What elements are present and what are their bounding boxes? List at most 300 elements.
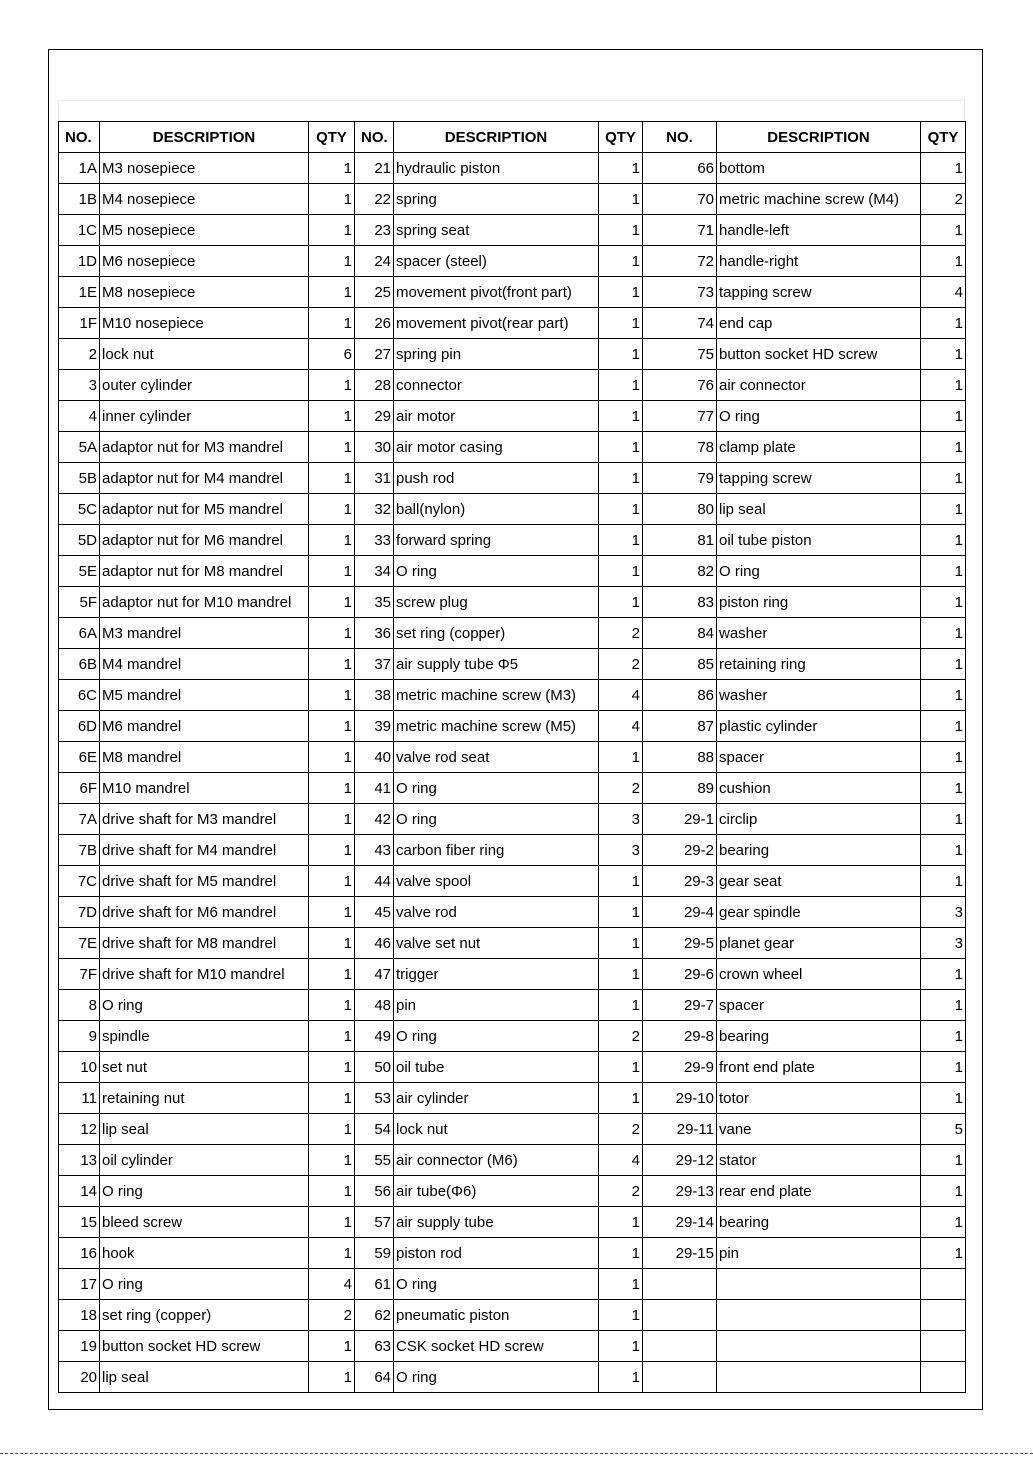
part-quantity: 1 — [599, 1052, 643, 1083]
part-quantity: 4 — [599, 680, 643, 711]
table-row — [59, 990, 966, 1021]
part-number: 55 — [355, 1145, 394, 1176]
table-row — [59, 1083, 966, 1114]
part-number: 27 — [355, 339, 394, 370]
part-quantity: 1 — [309, 308, 355, 339]
part-number: 19 — [59, 1331, 100, 1362]
part-number: 29-1 — [643, 804, 717, 835]
part-description: vane — [717, 1114, 921, 1145]
part-number: 41 — [355, 773, 394, 804]
part-description: trigger — [394, 959, 599, 990]
part-description: pin — [717, 1238, 921, 1269]
part-number: 49 — [355, 1021, 394, 1052]
part-description: bearing — [717, 1207, 921, 1238]
part-description: cushion — [717, 773, 921, 804]
part-description: M3 nosepiece — [100, 153, 309, 184]
part-number: 40 — [355, 742, 394, 773]
part-quantity: 2 — [599, 1176, 643, 1207]
part-description: ball(nylon) — [394, 494, 599, 525]
part-number: 7F — [59, 959, 100, 990]
part-quantity: 1 — [921, 618, 966, 649]
part-description: valve rod — [394, 897, 599, 928]
part-quantity: 1 — [309, 897, 355, 928]
part-quantity — [921, 1362, 966, 1393]
table-row — [59, 928, 966, 959]
part-number: 16 — [59, 1238, 100, 1269]
part-description: spring pin — [394, 339, 599, 370]
table-row — [59, 463, 966, 494]
table-row — [59, 649, 966, 680]
part-quantity: 1 — [599, 153, 643, 184]
table-row — [59, 1114, 966, 1145]
table-row — [59, 1207, 966, 1238]
header-qty: QTY — [599, 122, 643, 153]
part-quantity: 4 — [599, 1145, 643, 1176]
part-quantity: 1 — [309, 494, 355, 525]
part-quantity: 1 — [599, 525, 643, 556]
part-description: metric machine screw (M5) — [394, 711, 599, 742]
part-number: 7E — [59, 928, 100, 959]
part-number: 12 — [59, 1114, 100, 1145]
part-description: metric machine screw (M3) — [394, 680, 599, 711]
part-quantity: 1 — [599, 401, 643, 432]
part-number: 5A — [59, 432, 100, 463]
part-quantity: 1 — [599, 339, 643, 370]
part-description: set ring (copper) — [100, 1300, 309, 1331]
part-number: 14 — [59, 1176, 100, 1207]
part-description — [717, 1331, 921, 1362]
part-quantity: 1 — [309, 773, 355, 804]
part-number: 24 — [355, 246, 394, 277]
part-number: 18 — [59, 1300, 100, 1331]
header-no: NO. — [59, 122, 100, 153]
part-quantity: 1 — [921, 339, 966, 370]
part-description: O ring — [394, 1362, 599, 1393]
part-description: valve set nut — [394, 928, 599, 959]
part-number: 88 — [643, 742, 717, 773]
part-description: hydraulic piston — [394, 153, 599, 184]
part-number: 1A — [59, 153, 100, 184]
part-number: 30 — [355, 432, 394, 463]
part-quantity: 1 — [309, 928, 355, 959]
part-description: piston rod — [394, 1238, 599, 1269]
part-number: 82 — [643, 556, 717, 587]
part-number: 6D — [59, 711, 100, 742]
part-number: 29-6 — [643, 959, 717, 990]
table-row — [59, 308, 966, 339]
part-number: 25 — [355, 277, 394, 308]
part-description: carbon fiber ring — [394, 835, 599, 866]
part-description: M6 mandrel — [100, 711, 309, 742]
part-number: 21 — [355, 153, 394, 184]
part-description: drive shaft for M8 mandrel — [100, 928, 309, 959]
part-quantity: 1 — [599, 990, 643, 1021]
part-number: 29-2 — [643, 835, 717, 866]
table-row — [59, 1176, 966, 1207]
table-row — [59, 401, 966, 432]
part-quantity: 1 — [309, 432, 355, 463]
part-quantity: 1 — [599, 246, 643, 277]
part-number: 38 — [355, 680, 394, 711]
part-number: 79 — [643, 463, 717, 494]
part-description: air connector (M6) — [394, 1145, 599, 1176]
part-quantity: 1 — [921, 649, 966, 680]
part-quantity: 4 — [599, 711, 643, 742]
part-description: air tube(Φ6) — [394, 1176, 599, 1207]
part-number: 5D — [59, 525, 100, 556]
part-quantity: 1 — [309, 587, 355, 618]
part-description: front end plate — [717, 1052, 921, 1083]
table-row — [59, 153, 966, 184]
part-description: set ring (copper) — [394, 618, 599, 649]
part-quantity: 1 — [921, 711, 966, 742]
part-quantity: 2 — [599, 1021, 643, 1052]
part-number: 56 — [355, 1176, 394, 1207]
part-number: 29-9 — [643, 1052, 717, 1083]
part-quantity: 1 — [599, 587, 643, 618]
part-number — [643, 1331, 717, 1362]
part-description: set nut — [100, 1052, 309, 1083]
part-quantity: 3 — [599, 835, 643, 866]
header-description: DESCRIPTION — [394, 122, 599, 153]
part-number: 9 — [59, 1021, 100, 1052]
part-number: 29-7 — [643, 990, 717, 1021]
part-description: M5 mandrel — [100, 680, 309, 711]
header-description: DESCRIPTION — [100, 122, 309, 153]
part-quantity: 1 — [921, 308, 966, 339]
part-number: 8 — [59, 990, 100, 1021]
part-number: 77 — [643, 401, 717, 432]
part-number: 29-3 — [643, 866, 717, 897]
part-number: 29-4 — [643, 897, 717, 928]
part-description: spring seat — [394, 215, 599, 246]
part-quantity: 1 — [309, 463, 355, 494]
part-description: drive shaft for M4 mandrel — [100, 835, 309, 866]
part-number: 1C — [59, 215, 100, 246]
part-quantity: 1 — [599, 215, 643, 246]
part-number: 50 — [355, 1052, 394, 1083]
part-description: drive shaft for M10 mandrel — [100, 959, 309, 990]
part-description: clamp plate — [717, 432, 921, 463]
part-number: 26 — [355, 308, 394, 339]
part-description: gear seat — [717, 866, 921, 897]
part-quantity: 1 — [599, 1083, 643, 1114]
part-quantity: 1 — [599, 742, 643, 773]
part-description: spacer (steel) — [394, 246, 599, 277]
part-description: O ring — [394, 1021, 599, 1052]
part-quantity: 2 — [309, 1300, 355, 1331]
part-number: 78 — [643, 432, 717, 463]
part-number: 76 — [643, 370, 717, 401]
part-number: 35 — [355, 587, 394, 618]
table-row — [59, 246, 966, 277]
part-description: bearing — [717, 835, 921, 866]
part-number: 73 — [643, 277, 717, 308]
header-qty: QTY — [309, 122, 355, 153]
part-description: adaptor nut for M6 mandrel — [100, 525, 309, 556]
part-description: spindle — [100, 1021, 309, 1052]
part-number: 28 — [355, 370, 394, 401]
table-row — [59, 773, 966, 804]
part-quantity: 2 — [599, 1114, 643, 1145]
part-number: 89 — [643, 773, 717, 804]
part-quantity: 1 — [599, 1238, 643, 1269]
part-number: 1E — [59, 277, 100, 308]
part-description: bottom — [717, 153, 921, 184]
table-row — [59, 1331, 966, 1362]
part-number: 54 — [355, 1114, 394, 1145]
part-description: screw plug — [394, 587, 599, 618]
part-quantity: 1 — [599, 277, 643, 308]
part-number: 70 — [643, 184, 717, 215]
part-quantity: 4 — [309, 1269, 355, 1300]
part-description: M3 mandrel — [100, 618, 309, 649]
part-description: lip seal — [717, 494, 921, 525]
table-row — [59, 525, 966, 556]
table-row — [59, 556, 966, 587]
part-number: 74 — [643, 308, 717, 339]
part-quantity: 1 — [599, 494, 643, 525]
part-description: O ring — [717, 401, 921, 432]
part-number: 5F — [59, 587, 100, 618]
part-quantity: 1 — [599, 928, 643, 959]
part-quantity: 3 — [599, 804, 643, 835]
part-quantity — [921, 1300, 966, 1331]
part-quantity: 1 — [309, 835, 355, 866]
part-number: 7B — [59, 835, 100, 866]
part-quantity: 1 — [921, 804, 966, 835]
part-description: hook — [100, 1238, 309, 1269]
part-quantity: 1 — [309, 1145, 355, 1176]
part-number: 15 — [59, 1207, 100, 1238]
part-description: M8 mandrel — [100, 742, 309, 773]
part-description: oil tube piston — [717, 525, 921, 556]
table-row — [59, 1300, 966, 1331]
part-quantity: 1 — [599, 556, 643, 587]
part-number: 5C — [59, 494, 100, 525]
part-quantity: 2 — [599, 618, 643, 649]
part-description: handle-right — [717, 246, 921, 277]
part-number: 4 — [59, 401, 100, 432]
part-number: 1D — [59, 246, 100, 277]
part-description: M4 nosepiece — [100, 184, 309, 215]
part-description: O ring — [100, 1269, 309, 1300]
part-quantity: 5 — [921, 1114, 966, 1145]
part-number: 1F — [59, 308, 100, 339]
part-number: 47 — [355, 959, 394, 990]
table-row — [59, 1052, 966, 1083]
part-number: 71 — [643, 215, 717, 246]
part-quantity: 1 — [599, 897, 643, 928]
part-number: 6C — [59, 680, 100, 711]
part-description: valve spool — [394, 866, 599, 897]
part-number: 7A — [59, 804, 100, 835]
part-quantity: 1 — [599, 1207, 643, 1238]
part-description: end cap — [717, 308, 921, 339]
part-quantity: 1 — [921, 1176, 966, 1207]
part-description: retaining nut — [100, 1083, 309, 1114]
table-row — [59, 1269, 966, 1300]
header-qty: QTY — [921, 122, 966, 153]
part-description: piston ring — [717, 587, 921, 618]
part-description: adaptor nut for M10 mandrel — [100, 587, 309, 618]
part-number: 61 — [355, 1269, 394, 1300]
table-row — [59, 432, 966, 463]
table-row — [59, 618, 966, 649]
part-quantity: 1 — [921, 835, 966, 866]
part-number: 6A — [59, 618, 100, 649]
part-number: 6E — [59, 742, 100, 773]
part-description: drive shaft for M3 mandrel — [100, 804, 309, 835]
part-number: 5E — [59, 556, 100, 587]
table-row — [59, 370, 966, 401]
part-description: bleed screw — [100, 1207, 309, 1238]
part-quantity: 1 — [921, 463, 966, 494]
part-description: oil tube — [394, 1052, 599, 1083]
part-quantity: 1 — [309, 1238, 355, 1269]
part-number: 6B — [59, 649, 100, 680]
part-number: 44 — [355, 866, 394, 897]
table-row — [59, 339, 966, 370]
part-number: 7C — [59, 866, 100, 897]
part-number: 80 — [643, 494, 717, 525]
part-quantity: 1 — [599, 184, 643, 215]
part-quantity: 1 — [921, 246, 966, 277]
table-row — [59, 680, 966, 711]
part-description: O ring — [394, 556, 599, 587]
page-bottom-edge — [0, 1453, 1033, 1454]
part-quantity: 1 — [921, 525, 966, 556]
part-number: 29-5 — [643, 928, 717, 959]
part-number: 22 — [355, 184, 394, 215]
table-row — [59, 1362, 966, 1393]
part-number: 11 — [59, 1083, 100, 1114]
table-row — [59, 494, 966, 525]
part-quantity: 1 — [599, 1362, 643, 1393]
part-number: 17 — [59, 1269, 100, 1300]
table-row — [59, 215, 966, 246]
table-row — [59, 835, 966, 866]
part-number: 81 — [643, 525, 717, 556]
part-description: button socket HD screw — [717, 339, 921, 370]
part-description: tapping screw — [717, 277, 921, 308]
part-quantity: 1 — [309, 1114, 355, 1145]
part-description: O ring — [100, 990, 309, 1021]
part-number: 6F — [59, 773, 100, 804]
part-description: adaptor nut for M5 mandrel — [100, 494, 309, 525]
part-description: bearing — [717, 1021, 921, 1052]
part-number: 13 — [59, 1145, 100, 1176]
part-quantity: 1 — [921, 1021, 966, 1052]
table-row — [59, 277, 966, 308]
table-row — [59, 742, 966, 773]
part-description: plastic cylinder — [717, 711, 921, 742]
part-quantity: 1 — [599, 432, 643, 463]
header-no: NO. — [643, 122, 717, 153]
part-description: O ring — [394, 1269, 599, 1300]
part-quantity: 1 — [921, 1052, 966, 1083]
table-row — [59, 587, 966, 618]
part-description: washer — [717, 680, 921, 711]
part-description: drive shaft for M5 mandrel — [100, 866, 309, 897]
part-number: 29-14 — [643, 1207, 717, 1238]
part-number: 87 — [643, 711, 717, 742]
part-quantity: 1 — [921, 1207, 966, 1238]
part-description: gear spindle — [717, 897, 921, 928]
part-number: 39 — [355, 711, 394, 742]
part-number: 1B — [59, 184, 100, 215]
part-quantity: 4 — [921, 277, 966, 308]
part-description: lock nut — [394, 1114, 599, 1145]
part-quantity: 1 — [921, 153, 966, 184]
part-quantity: 1 — [599, 1300, 643, 1331]
part-description: oil cylinder — [100, 1145, 309, 1176]
part-number: 48 — [355, 990, 394, 1021]
part-description: stator — [717, 1145, 921, 1176]
part-quantity: 1 — [599, 370, 643, 401]
part-description: handle-left — [717, 215, 921, 246]
part-description: washer — [717, 618, 921, 649]
part-number: 31 — [355, 463, 394, 494]
part-quantity: 1 — [921, 742, 966, 773]
part-quantity: 1 — [309, 680, 355, 711]
part-description: O ring — [394, 804, 599, 835]
part-number: 83 — [643, 587, 717, 618]
part-quantity: 1 — [309, 990, 355, 1021]
part-number: 29-10 — [643, 1083, 717, 1114]
part-description: spring — [394, 184, 599, 215]
part-number: 34 — [355, 556, 394, 587]
header-description: DESCRIPTION — [717, 122, 921, 153]
part-quantity: 1 — [309, 1083, 355, 1114]
part-quantity: 1 — [921, 556, 966, 587]
part-description: metric machine screw (M4) — [717, 184, 921, 215]
part-number: 33 — [355, 525, 394, 556]
part-quantity: 1 — [599, 463, 643, 494]
part-quantity: 1 — [309, 1362, 355, 1393]
part-description: push rod — [394, 463, 599, 494]
part-number: 59 — [355, 1238, 394, 1269]
part-number — [643, 1362, 717, 1393]
part-description: air cylinder — [394, 1083, 599, 1114]
part-description: M10 mandrel — [100, 773, 309, 804]
part-quantity: 1 — [921, 680, 966, 711]
part-description: air motor — [394, 401, 599, 432]
part-description: M4 mandrel — [100, 649, 309, 680]
part-quantity: 1 — [921, 215, 966, 246]
part-number: 29-12 — [643, 1145, 717, 1176]
part-description: pin — [394, 990, 599, 1021]
part-number: 5B — [59, 463, 100, 494]
header-row — [59, 122, 966, 153]
part-number: 46 — [355, 928, 394, 959]
parts-body — [59, 153, 966, 1393]
part-quantity: 1 — [309, 1207, 355, 1238]
part-quantity: 1 — [309, 649, 355, 680]
part-number: 23 — [355, 215, 394, 246]
part-description: air connector — [717, 370, 921, 401]
part-description: M10 nosepiece — [100, 308, 309, 339]
part-quantity: 1 — [309, 1176, 355, 1207]
part-quantity: 2 — [921, 184, 966, 215]
part-description: outer cylinder — [100, 370, 309, 401]
part-number: 66 — [643, 153, 717, 184]
part-number: 36 — [355, 618, 394, 649]
part-number: 37 — [355, 649, 394, 680]
part-quantity: 1 — [309, 959, 355, 990]
part-description: forward spring — [394, 525, 599, 556]
part-description: valve rod seat — [394, 742, 599, 773]
